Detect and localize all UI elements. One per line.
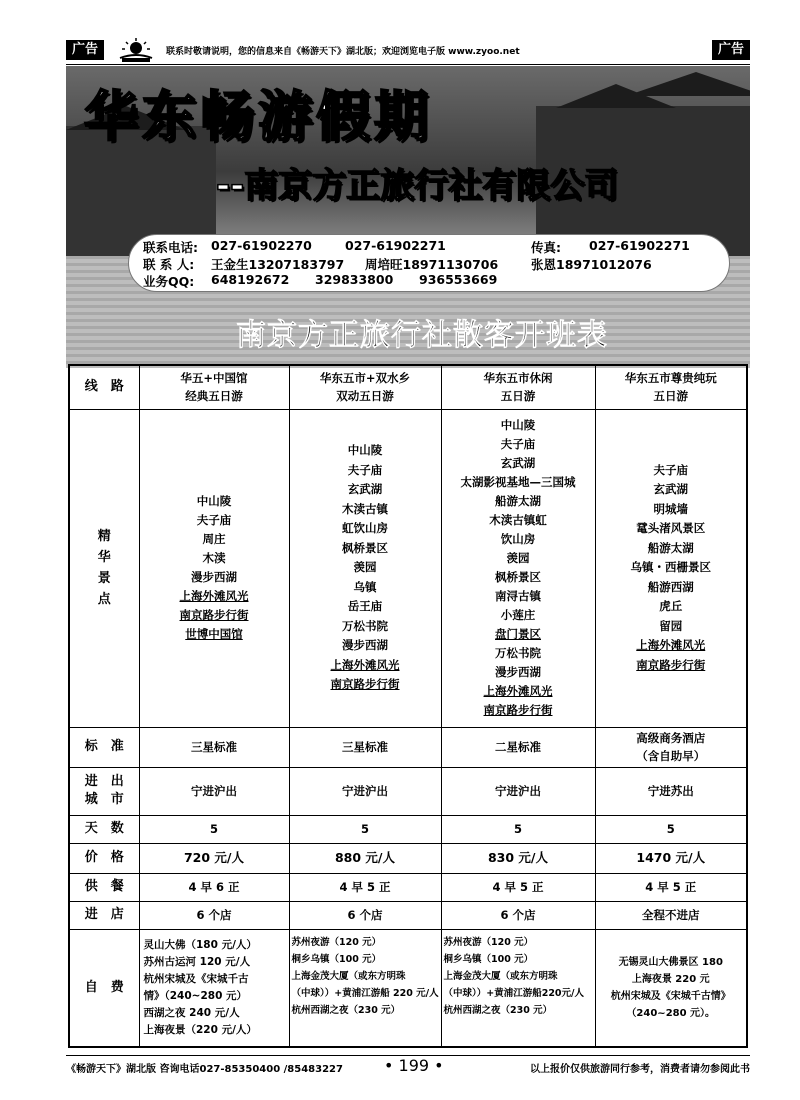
person-2: 周培旺18971130706 xyxy=(365,257,499,272)
label-meals: 供 餐 xyxy=(69,873,139,901)
self-pay-item: 灵山大佛（180 元/人） xyxy=(143,938,257,951)
spots-1 xyxy=(139,409,289,727)
shops-1: 6 个店 xyxy=(139,901,289,929)
label-shops: 进 店 xyxy=(69,901,139,929)
spot-item: 太湖影视基地—三国城 xyxy=(460,475,576,489)
route-name-line: 华东五市休闲 xyxy=(483,371,553,386)
label-line: 城 市 xyxy=(84,792,124,807)
spot-item: 漫步西湖 xyxy=(191,570,237,584)
spot-item: 木渎古镇 xyxy=(342,501,388,516)
standard-1: 三星标准 xyxy=(139,727,289,767)
label-char: 点 xyxy=(97,592,111,607)
spot-item: 虹饮山房 xyxy=(342,521,388,536)
price-1: 720 元/人 xyxy=(139,843,289,873)
days-3: 5 xyxy=(441,815,595,843)
spot-item: 明城墙 xyxy=(653,501,688,516)
spot-item: 万松书院 xyxy=(495,646,541,660)
qq-1: 648192672 xyxy=(211,272,290,287)
spots-3 xyxy=(441,409,595,727)
spot-item-underlined: 盘门景区 xyxy=(495,627,541,641)
spot-item: 周庄 xyxy=(202,532,226,546)
spot-item: 南浔古镇 xyxy=(495,589,541,603)
spot-item: 夫子庙 xyxy=(653,462,688,477)
spot-item: 虎丘 xyxy=(659,599,683,614)
route-name-line: 五日游 xyxy=(653,389,688,404)
row-self-pay xyxy=(69,929,747,1047)
person-1: 王金生13207183797 xyxy=(211,257,345,272)
label-standard: 标 准 xyxy=(69,727,139,767)
self-pay-item: 情》（240~280 元） xyxy=(143,989,248,1002)
qq-3: 936553669 xyxy=(419,272,498,287)
ad-tag-left: 广告 xyxy=(66,40,104,60)
self-pay-item: 苏州夜游（120 元） xyxy=(443,936,534,948)
phone-label: 联系电话: xyxy=(143,240,198,255)
spot-item: 中山陵 xyxy=(500,418,536,432)
spot-item-underlined: 世博中国馆 xyxy=(185,627,243,641)
city-2: 宁进沪出 xyxy=(289,767,441,815)
banner-subtitle: --南京方正旅行社有限公司 xyxy=(216,166,619,206)
row-meals xyxy=(69,873,747,901)
label-char: 华 xyxy=(97,550,111,565)
route-name-line: 华东五市+双水乡 xyxy=(319,371,411,386)
label-self-pay: 自 费 xyxy=(69,929,139,1047)
spot-item: 夫子庙 xyxy=(500,437,536,451)
spot-item: 中山陵 xyxy=(196,494,232,508)
self-pay-item: 杭州宋城及《宋城千古情》 xyxy=(610,990,731,1002)
top-note: 联系时敬请说明，您的信息来自《畅游天下》湖北版；欢迎浏览电子版 www.zyoo.net xyxy=(166,47,520,57)
self-pay-item: 苏州夜游（120 元） xyxy=(291,936,382,948)
self-pay-item: 桐乡乌镇（100 元） xyxy=(443,953,534,965)
self-pay-1 xyxy=(139,929,289,1047)
spot-item: 船游太湖 xyxy=(495,494,541,508)
spot-item: 玄武湖 xyxy=(500,456,536,470)
spot-item: 漫步西湖 xyxy=(495,665,541,679)
shops-2: 6 个店 xyxy=(289,901,441,929)
spot-item: 船游太湖 xyxy=(647,540,694,555)
spot-item-underlined: 南京路步行街 xyxy=(330,677,400,692)
route-name-2 xyxy=(289,365,441,409)
spot-item: 鼋头渚风景区 xyxy=(636,521,706,536)
banner-title: 华东畅游假期 xyxy=(84,85,432,148)
route-name-4 xyxy=(595,365,747,409)
label-spots xyxy=(69,409,139,727)
spot-item: 玄武湖 xyxy=(347,482,383,497)
spot-item-underlined: 上海外滩风光 xyxy=(179,589,249,603)
days-1: 5 xyxy=(139,815,289,843)
self-pay-item: 无锡灵山大佛景区 180 xyxy=(618,956,723,968)
ad-tag-right: 广告 xyxy=(712,40,750,60)
page-number: • 199 • xyxy=(384,1056,444,1075)
qq-label: 业务QQ: xyxy=(143,274,195,289)
spot-item-underlined: 上海外滩风光 xyxy=(483,684,553,698)
spot-item: 漫步西湖 xyxy=(342,638,388,653)
self-pay-4 xyxy=(595,929,747,1047)
spot-item: 船游西湖 xyxy=(647,579,694,594)
spot-item: 留园 xyxy=(659,618,683,633)
self-pay-3 xyxy=(441,929,595,1047)
row-city xyxy=(69,767,747,815)
row-price xyxy=(69,843,747,873)
meals-4: 4 早 5 正 xyxy=(595,873,747,901)
standard-4 xyxy=(595,727,747,767)
row-shops xyxy=(69,901,747,929)
route-name-line: 五日游 xyxy=(500,389,536,404)
spot-item: 玄武湖 xyxy=(653,482,688,497)
top-divider xyxy=(66,64,750,65)
phone-1: 027-61902270 xyxy=(211,238,312,253)
spot-item-underlined: 南京路步行街 xyxy=(636,657,706,672)
row-spots xyxy=(69,409,747,727)
label-days: 天 数 xyxy=(69,815,139,843)
self-pay-item: 西湖之夜 240 元/人 xyxy=(143,1006,240,1019)
price-2: 880 元/人 xyxy=(289,843,441,873)
spot-item: 枫桥景区 xyxy=(342,540,388,555)
self-pay-item: 上海金茂大厦（或东方明珠 xyxy=(291,970,406,982)
standard-line: （含自助早） xyxy=(636,749,706,763)
spot-item: 中山陵 xyxy=(347,443,383,458)
meals-3: 4 早 5 正 xyxy=(441,873,595,901)
footer-left: 《畅游天下》湖北版 咨询电话027-85350400 /85483227 xyxy=(66,1064,343,1075)
meals-2: 4 早 5 正 xyxy=(289,873,441,901)
label-city xyxy=(69,767,139,815)
spot-item: 夫子庙 xyxy=(347,462,383,477)
route-name-line: 华五+中国馆 xyxy=(180,371,248,386)
spot-item: 小莲庄 xyxy=(500,608,536,622)
schedule-table xyxy=(68,364,748,1048)
spot-item: 木渎 xyxy=(202,551,226,565)
top-bar xyxy=(66,38,750,66)
price-4: 1470 元/人 xyxy=(595,843,747,873)
self-pay-item: 苏州古运河 120 元/人 xyxy=(143,955,251,968)
footer xyxy=(66,1055,750,1076)
label-route: 线 路 xyxy=(69,365,139,409)
self-pay-item: 桐乡乌镇（100 元） xyxy=(291,953,382,965)
standard-3: 二星标准 xyxy=(441,727,595,767)
days-2: 5 xyxy=(289,815,441,843)
self-pay-item: 上海夜景（220 元/人） xyxy=(143,1023,257,1036)
spot-item: 夫子庙 xyxy=(196,513,232,527)
spot-item-underlined: 南京路步行街 xyxy=(483,703,553,717)
city-3: 宁进沪出 xyxy=(441,767,595,815)
label-line: 进 出 xyxy=(84,774,124,789)
spot-item-underlined: 上海外滩风光 xyxy=(330,657,400,672)
footer-right: 以上报价仅供旅游同行参考，消费者请勿参阅此书 xyxy=(530,1064,750,1075)
route-name-line: 双动五日游 xyxy=(336,389,394,404)
spots-2 xyxy=(289,409,441,727)
price-3: 830 元/人 xyxy=(441,843,595,873)
city-4: 宁进苏出 xyxy=(595,767,747,815)
row-standard xyxy=(69,727,747,767)
route-name-line: 经典五日游 xyxy=(185,389,243,404)
contact-box xyxy=(128,234,730,292)
spot-item: 枫桥景区 xyxy=(495,570,541,584)
spot-item: 羡园 xyxy=(506,551,530,565)
self-pay-item: 杭州西湖之夜（230 元） xyxy=(291,1004,401,1016)
route-name-3 xyxy=(441,365,595,409)
self-pay-item: 上海金茂大厦（或东方明珠 xyxy=(443,970,558,982)
label-char: 精 xyxy=(97,529,111,544)
person-3: 张恩18971012076 xyxy=(531,257,652,272)
row-days xyxy=(69,815,747,843)
spot-item: 乌镇 xyxy=(353,579,377,594)
standard-2: 三星标准 xyxy=(289,727,441,767)
label-char: 景 xyxy=(97,571,111,586)
self-pay-item: 杭州西湖之夜（230 元） xyxy=(443,1004,553,1016)
spots-4 xyxy=(595,409,747,727)
self-pay-item: 杭州宋城及《宋城千古 xyxy=(143,972,249,985)
person-label: 联 系 人: xyxy=(143,257,195,272)
spot-item: 万松书院 xyxy=(342,618,388,633)
spot-item: 乌镇・西栅景区 xyxy=(630,560,711,575)
fax-label: 传真: xyxy=(531,240,561,255)
days-4: 5 xyxy=(595,815,747,843)
spot-item: 饮山房 xyxy=(500,532,536,546)
table-title: 南京方正旅行社散客开班表 xyxy=(236,318,608,353)
city-1: 宁进沪出 xyxy=(139,767,289,815)
spot-item-underlined: 上海外滩风光 xyxy=(636,638,706,653)
spot-item: 木渎古镇虹 xyxy=(489,513,547,527)
roof-right-2 xyxy=(626,72,750,96)
shops-3: 6 个店 xyxy=(441,901,595,929)
self-pay-2 xyxy=(289,929,441,1047)
phone-2: 027-61902271 xyxy=(345,238,446,253)
fax-number: 027-61902271 xyxy=(589,238,690,253)
standard-line: 高级商务酒店 xyxy=(636,731,706,745)
spot-item-underlined: 南京路步行街 xyxy=(179,608,249,622)
label-price: 价 格 xyxy=(69,843,139,873)
row-route xyxy=(69,365,747,409)
route-name-line: 华东五市尊贵纯玩 xyxy=(624,371,717,386)
spot-item: 羡园 xyxy=(353,560,377,575)
self-pay-item: 上海夜景 220 元 xyxy=(631,973,710,985)
self-pay-item: （中球））+黄浦江游船220元/人 xyxy=(443,987,585,999)
self-pay-item: （240~280 元）。 xyxy=(626,1007,716,1019)
shops-4: 全程不进店 xyxy=(595,901,747,929)
self-pay-item: （中球））+黄浦江游船 220 元/人 xyxy=(291,987,439,999)
qq-2: 329833800 xyxy=(315,272,394,287)
travel-logo-icon xyxy=(116,38,156,64)
meals-1: 4 早 6 正 xyxy=(139,873,289,901)
route-name-1 xyxy=(139,365,289,409)
spot-item: 岳王庙 xyxy=(347,599,383,614)
